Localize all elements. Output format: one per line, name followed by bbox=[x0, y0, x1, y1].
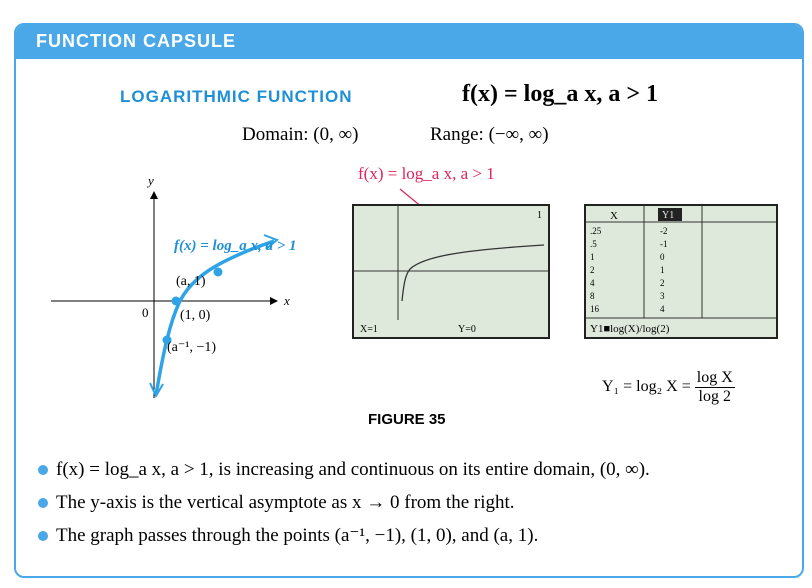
table-x-cell: 4 bbox=[590, 278, 595, 288]
y1-formula bbox=[602, 369, 735, 406]
point-1-0 bbox=[172, 297, 181, 306]
point-label-1-0: (1, 0) bbox=[180, 308, 211, 323]
origin-label: 0 bbox=[142, 305, 149, 320]
bullet-item bbox=[38, 486, 650, 519]
x-axis-label: x bbox=[284, 293, 290, 308]
calc-corner-value: 1 bbox=[537, 210, 542, 221]
table-x-cell: .5 bbox=[590, 239, 597, 249]
function-capsule bbox=[14, 23, 804, 578]
calc-y-readout: Y=0 bbox=[458, 324, 476, 335]
figure-caption: FIGURE 35 bbox=[368, 411, 446, 428]
bullet-dot-icon bbox=[38, 465, 48, 475]
bullet-list bbox=[38, 453, 650, 552]
bullet-item bbox=[38, 519, 650, 552]
domain-text: Domain: (0, ∞) bbox=[242, 124, 359, 145]
point-a-1 bbox=[214, 268, 223, 277]
range-text: Range: (−∞, ∞) bbox=[430, 124, 549, 145]
y1-denominator: log 2 bbox=[698, 388, 731, 405]
y1-fraction bbox=[695, 369, 735, 406]
table-x-cell: 2 bbox=[590, 265, 595, 275]
calc-log-curve bbox=[402, 245, 544, 301]
calculator-table-screen bbox=[584, 204, 778, 339]
table-y-cell: 1 bbox=[660, 265, 665, 275]
table-y-cell: 2 bbox=[660, 278, 665, 288]
y-axis-label: y bbox=[148, 173, 154, 188]
bullet-dot-icon bbox=[38, 498, 48, 508]
table-footer: Y1■log(X)/log(2) bbox=[590, 323, 670, 335]
log-curve bbox=[156, 241, 274, 395]
table-y-cell: 4 bbox=[660, 304, 665, 314]
table-y-cell: 3 bbox=[660, 291, 665, 301]
table-col-x: X bbox=[610, 210, 618, 222]
y1-lhs: Y₁ = log₂ X = bbox=[602, 378, 691, 396]
point-label-a-1: (a, 1) bbox=[176, 274, 206, 289]
log-graph bbox=[36, 173, 306, 403]
header-title: FUNCTION CAPSULE bbox=[36, 31, 236, 51]
bullet-dot-icon bbox=[38, 531, 48, 541]
table-x-cell: 1 bbox=[590, 252, 595, 262]
bullet-text: f(x) = log_a x, a > 1, is increasing and continuous on its entire domain, (0, ∞). bbox=[56, 459, 650, 480]
bullet-text: The graph passes through the points (a⁻¹, −1), (1, 0), and (a, 1). bbox=[56, 525, 539, 546]
bullet-item bbox=[38, 453, 650, 486]
function-name: LOGARITHMIC FUNCTION bbox=[120, 87, 353, 106]
table-x-cell: 16 bbox=[590, 304, 599, 314]
table-x-cell: 8 bbox=[590, 291, 595, 301]
function-formula: f(x) = log_a x, a > 1 bbox=[462, 81, 658, 107]
calculator-pointer-label: f(x) = log_a x, a > 1 bbox=[358, 164, 495, 183]
table-x-cell: .25 bbox=[590, 226, 602, 236]
table-y-cell: -1 bbox=[660, 239, 668, 249]
table-y-cell: 0 bbox=[660, 252, 665, 262]
header-bar bbox=[16, 25, 802, 59]
curve-label: f(x) = log_a x, a > 1 bbox=[174, 238, 297, 254]
bullet-text: The y-axis is the vertical asymptote as x → 0 from the right. bbox=[56, 492, 515, 513]
table-y-cell: -2 bbox=[660, 226, 668, 236]
calc-x-readout: X=1 bbox=[360, 324, 378, 335]
point-label-ainv: (a⁻¹, −1) bbox=[167, 340, 217, 355]
table-col-y: Y1 bbox=[662, 210, 675, 221]
y1-numerator: log X bbox=[696, 369, 733, 386]
calculator-graph-screen bbox=[352, 204, 550, 339]
